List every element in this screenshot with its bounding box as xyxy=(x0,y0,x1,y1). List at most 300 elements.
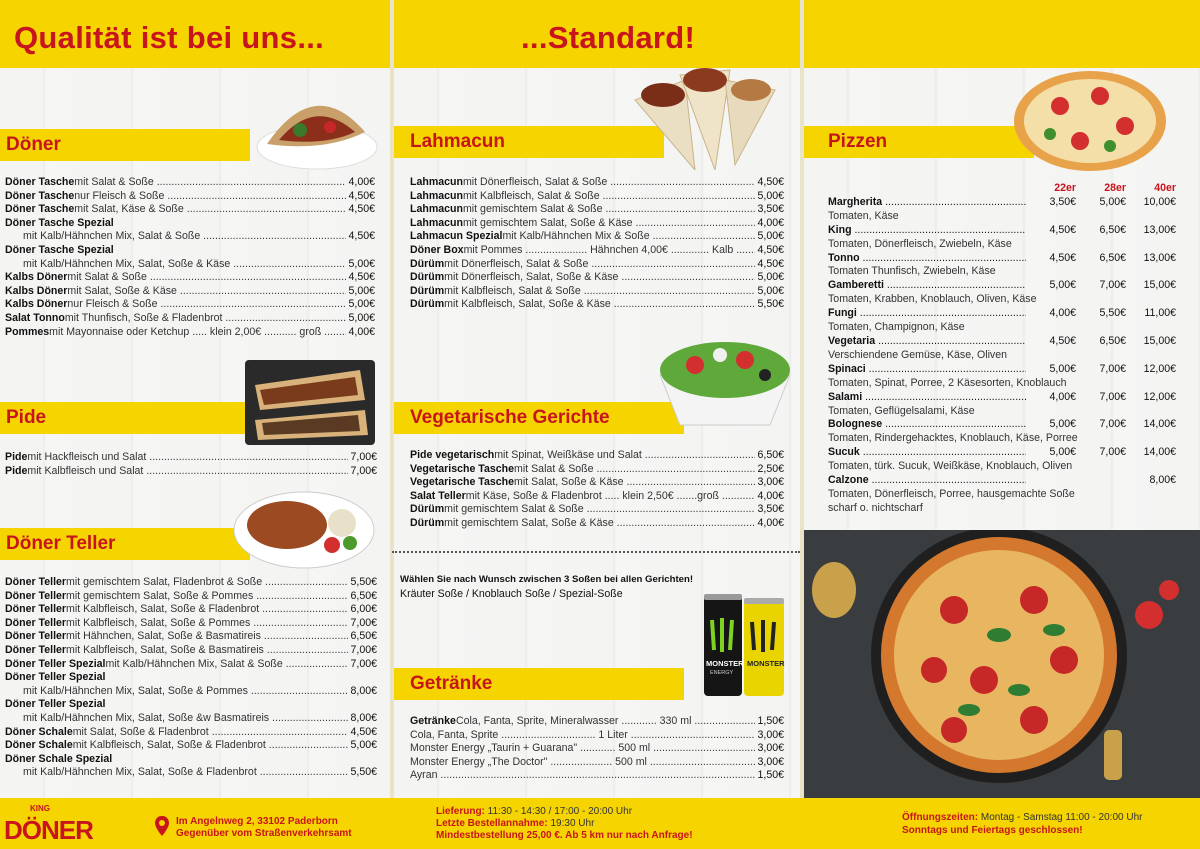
menu-item-price: 5,00€ xyxy=(348,298,375,311)
pizza-price: 4,50€ xyxy=(1049,334,1076,347)
menu-item-price: 5,00€ xyxy=(348,257,375,270)
pizza-item xyxy=(828,474,1176,488)
menu-item-price: 4,00€ xyxy=(348,176,375,188)
section-header-pide: Pide xyxy=(0,402,250,434)
menu-item xyxy=(5,726,377,740)
menu-item xyxy=(5,617,377,631)
pizza-price: 5,00€ xyxy=(1099,195,1126,208)
menu-item xyxy=(410,715,784,729)
menu-item-price: 3,50€ xyxy=(757,203,784,216)
menu-item-price: 6,50€ xyxy=(757,449,784,461)
pizza-price: 7,00€ xyxy=(1099,390,1126,403)
pizza-price: 4,00€ xyxy=(1049,307,1076,320)
menu-item-name: Pide xyxy=(5,464,28,477)
menu-item-desc: mit Salat & Soße ..... xyxy=(514,463,755,477)
menu-item-price xyxy=(373,217,375,231)
menu-item xyxy=(410,729,784,743)
menu-item xyxy=(410,176,784,190)
menu-item xyxy=(410,503,784,517)
pizza-item xyxy=(828,363,1176,377)
menu-item-price: 4,50€ xyxy=(350,725,377,738)
menu-item-name: Kalbs Döner xyxy=(5,284,68,297)
menu-item-desc: mit Kalbfleisch, Salat, Soße & Fladenbrot ..... xyxy=(66,603,348,617)
menu-item-desc: mit Hackfleisch und Salat ..... xyxy=(27,451,348,465)
menu-item-name: Dürüm xyxy=(410,503,445,516)
pide-list xyxy=(5,451,377,478)
menu-item-name: Lahmacun xyxy=(410,203,463,216)
pizza-item xyxy=(828,446,1176,460)
opening-times: Montag - Samstag 11:00 - 20:00 Uhr xyxy=(980,812,1143,823)
menu-item xyxy=(5,739,377,753)
menu-item xyxy=(5,658,377,672)
menu-item-price: 3,00€ xyxy=(757,755,784,768)
menu-item xyxy=(5,190,375,204)
menu-item xyxy=(5,603,377,617)
wraps-image xyxy=(625,60,785,170)
menu-item-desc: mit Kalbfleisch und Salat ..... xyxy=(27,465,348,479)
menu-item xyxy=(410,217,784,231)
menu-item-desc: mit Kalbfleisch, Salat, Soße & Pommes ..... xyxy=(66,617,348,631)
menu-item-desc: mit Hähnchen, Salat, Soße & Basmatireis ..... xyxy=(66,630,348,644)
pizza-price: 13,00€ xyxy=(1143,251,1176,264)
menu-item-name: Döner Tasche xyxy=(5,203,75,216)
menu-item-desc: mit gemischtem Salat, Soße & Pommes ..... xyxy=(66,590,348,604)
menu-item-price: 7,00€ xyxy=(350,616,377,629)
dotted-divider xyxy=(392,551,800,553)
menu-item-desc: Cola, Fanta, Sprite, Mineralwasser ............ 330 ml ..... xyxy=(456,715,756,729)
menu-item xyxy=(5,326,375,340)
pizza-item xyxy=(828,279,1176,293)
menu-item-price: 5,50€ xyxy=(757,298,784,311)
logo: DÖNER xyxy=(4,815,93,845)
menu-item-name: Döner Teller xyxy=(5,589,67,602)
pizza-price: 5,00€ xyxy=(1049,279,1076,292)
menu-item xyxy=(410,756,784,770)
menu-item-name: Pide vegetarisch xyxy=(410,449,495,461)
pizza-price: 4,50€ xyxy=(1049,223,1076,236)
menu-item-desc: mit Dönerfleisch, Salat & Soße ..... xyxy=(444,258,755,272)
menu-item-name: Vegetarische Tasche xyxy=(410,462,515,475)
menu-item-desc: mit gemischtem Salat, Fladenbrot & Soße ..... xyxy=(66,576,348,590)
menu-item-name: Döner Schale xyxy=(5,725,73,738)
menu-item-price: 7,00€ xyxy=(350,451,377,463)
menu-item xyxy=(410,271,784,285)
menu-item xyxy=(410,285,784,299)
menu-item-desc: mit Mayonnaise oder Ketchup ..... klein 2,00€ ........... groß ..... xyxy=(49,326,346,340)
pizza-price: 5,00€ xyxy=(1049,446,1076,459)
delivery-hours: 11:30 - 14:30 / 17:00 - 20:00 Uhr xyxy=(487,806,633,817)
menu-item-name: Döner Teller Spezial xyxy=(5,671,106,684)
menu-item-price: 8,00€ xyxy=(350,684,377,697)
menu-item-desc: mit Kalbfleisch, Salat, Soße & Basmatireis ..... xyxy=(66,644,348,658)
pizza-list xyxy=(828,182,1176,516)
can-sublabel: ENERGY xyxy=(710,670,734,676)
menu-item-price: 5,50€ xyxy=(350,766,377,779)
pizza-size-label: 28er xyxy=(1104,182,1126,194)
pizza-price xyxy=(1076,474,1126,488)
menu-item-price: 3,00€ xyxy=(757,742,784,755)
pizza-desc: Tomaten, Dönerfleisch, Zwiebeln, Käse xyxy=(828,237,1012,250)
menu-item-name: Dürüm xyxy=(410,257,445,270)
menu-item-name: Döner Teller xyxy=(5,630,67,643)
menu-item xyxy=(5,285,375,299)
pizza-desc: Tomaten, Krabben, Knoblauch, Oliven, Käse xyxy=(828,293,1037,306)
last-order-label: Letzte Bestellannahme: xyxy=(436,818,548,829)
menu-item-name: Döner Schale xyxy=(5,739,73,752)
menu-item-desc: mit Kalb/Hähnchen Mix, Salat, Soße & Käse ..... xyxy=(23,258,346,272)
menu-item-name: Döner Teller xyxy=(5,643,67,656)
menu-item-price: 4,50€ xyxy=(757,176,784,188)
menu-item-price: 7,00€ xyxy=(350,464,377,477)
menu-item-price: 4,00€ xyxy=(757,216,784,229)
menu-item-desc: mit Salat, Soße & Käse ..... xyxy=(67,285,346,299)
pizza-name: Fungi ..... xyxy=(828,307,1026,321)
menu-item-desc: mit Dönerfleisch, Salat, Soße & Käse ..... xyxy=(444,271,755,285)
opening-label: Öffnungszeiten: xyxy=(902,812,979,823)
pizza-price: 15,00€ xyxy=(1143,279,1176,292)
menu-item-price: 8,00€ xyxy=(350,711,377,724)
menu-item-desc: mit Salat & Soße ..... xyxy=(67,271,346,285)
menu-item-price: 4,00€ xyxy=(757,516,784,529)
pizza-name: King ..... xyxy=(828,224,1026,238)
pizza-name: Calzone ..... xyxy=(828,474,1026,488)
menu-item-price: 4,00€ xyxy=(348,325,375,338)
menu-item xyxy=(410,449,784,463)
pizza-price: 6,50€ xyxy=(1099,251,1126,264)
pizza-size-label: 22er xyxy=(1054,182,1076,194)
pizza-item xyxy=(828,224,1176,238)
menu-item-name: Pommes xyxy=(5,325,50,338)
menu-item-desc: mit gemischtem Salat, Soße & Käse ..... xyxy=(463,217,756,231)
menu-item-name: Döner Teller Spezial xyxy=(5,657,106,670)
section-header-doener: Döner xyxy=(0,129,250,161)
menu-item xyxy=(410,769,784,783)
pizza-price: 5,50€ xyxy=(1099,307,1126,320)
last-order-time: 19:30 Uhr xyxy=(550,818,595,829)
pizza-name: Tonno ..... xyxy=(828,252,1026,266)
menu-item xyxy=(5,576,377,590)
pizza-desc: scharf o. nichtscharf xyxy=(828,501,923,514)
pizza-price: 7,00€ xyxy=(1099,446,1126,459)
pizza-desc: Tomaten, Rindergehacktes, Knoblauch, Käse, Porree xyxy=(828,432,1078,445)
opening-hours xyxy=(902,812,1142,825)
menu-item-name: Lahmacun xyxy=(410,189,463,202)
menu-item-desc: nur Fleisch & Soße ..... xyxy=(74,190,346,204)
menu-item xyxy=(5,312,375,326)
pizza-price: 12,00€ xyxy=(1143,390,1176,403)
menu-item-desc: mit Kalb/Hähnchen Mix, Salat, Soße & Pommes ..... xyxy=(23,685,348,699)
menu-item-price: 5,00€ xyxy=(757,284,784,297)
menu-item xyxy=(410,244,784,258)
pizza-price: 7,00€ xyxy=(1099,279,1126,292)
menu-item-price: 3,00€ xyxy=(757,728,784,741)
doener-image xyxy=(255,72,380,172)
pizza-name: Sucuk ..... xyxy=(828,446,1026,460)
menu-item-name: Döner Teller xyxy=(5,616,67,629)
pizza-price: 11,00€ xyxy=(1144,307,1176,320)
menu-item-desc: mit Kalbfleisch, Salat & Soße ..... xyxy=(444,285,755,299)
pizza-item xyxy=(828,252,1176,266)
closed-note: Sonntags und Feiertags geschlossen! xyxy=(902,825,1083,836)
menu-item-price: 5,00€ xyxy=(348,311,375,324)
pizza-item xyxy=(828,196,1176,210)
menu-item-name: Döner Box xyxy=(410,243,464,256)
pizza-name: Spinaci ..... xyxy=(828,363,1026,377)
teller-list xyxy=(5,576,377,780)
menu-item-name: Salat Teller xyxy=(410,489,466,502)
pizza-name: Gamberetti ..... xyxy=(828,279,1026,293)
last-order-info xyxy=(436,818,594,831)
menu-item-price xyxy=(375,753,377,767)
teller-image xyxy=(232,485,377,570)
pizza-price: 15,00€ xyxy=(1143,334,1176,347)
salad-image xyxy=(650,330,800,435)
pizza-desc: Tomaten Thunfisch, Zwiebeln, Käse xyxy=(828,265,996,278)
doener-list xyxy=(5,176,375,339)
menu-item xyxy=(5,176,375,190)
menu-item xyxy=(5,671,377,685)
menu-item-desc: Monster Energy „Taurin + Guarana" ............ 500 ml ..... xyxy=(410,742,755,756)
menu-item-name: Döner Teller xyxy=(5,576,67,588)
menu-item-price: 5,50€ xyxy=(350,576,377,588)
menu-item xyxy=(410,298,784,312)
menu-item-price: 5,00€ xyxy=(350,739,377,752)
menu-item-desc: mit gemischtem Salat & Soße ..... xyxy=(444,503,755,517)
menu-item-desc: mit Spinat, Weißkäse und Salat ..... xyxy=(494,449,755,463)
menu-item-name: Döner Tasche Spezial xyxy=(5,216,114,229)
menu-item xyxy=(410,230,784,244)
menu-item-price: 5,00€ xyxy=(757,230,784,243)
menu-item-name: Döner Tasche Spezial xyxy=(5,243,114,256)
menu-item-desc: mit Kalbfleisch, Salat & Soße ..... xyxy=(463,190,756,204)
menu-item-desc: mit Kalbfleisch, Salat, Soße & Käse ..... xyxy=(444,298,755,312)
pizza-desc: Verschiendene Gemüse, Käse, Oliven xyxy=(828,348,1008,361)
menu-item-desc: Cola, Fanta, Sprite ................................ 1 Liter ..... xyxy=(410,729,755,743)
menu-item-price: 5,00€ xyxy=(757,271,784,284)
pizza-price: 3,50€ xyxy=(1049,195,1076,208)
pizza-price: 6,50€ xyxy=(1099,223,1126,236)
menu-item xyxy=(5,712,377,726)
menu-item xyxy=(5,258,375,272)
menu-item-desc: mit Kalb/Hähnchen Mix, Salat, Soße & Fladenbrot ..... xyxy=(23,766,348,780)
menu-item-price: 6,50€ xyxy=(350,630,377,643)
menu-item xyxy=(5,685,377,699)
menu-item-name: Lahmacun xyxy=(410,176,463,188)
menu-item-price xyxy=(375,698,377,712)
pizza-price: 5,00€ xyxy=(1049,418,1076,431)
menu-item-desc: Ayran ..... xyxy=(410,769,755,783)
pizza-name: Bolognese ..... xyxy=(828,418,1026,432)
pizza-price: 7,00€ xyxy=(1099,362,1126,375)
address-line-2: Gegenüber vom Straßenverkehrsamt xyxy=(176,828,352,839)
address-line-1: Im Angelnweg 2, 33102 Paderborn xyxy=(176,816,338,827)
menu-item-price: 7,00€ xyxy=(350,657,377,670)
menu-item-desc: mit Salat, Soße & Käse ..... xyxy=(514,476,755,490)
menu-item xyxy=(5,451,377,465)
menu-item-name: Pide xyxy=(5,451,28,463)
menu-item-price: 4,50€ xyxy=(348,271,375,284)
menu-item-price: 4,50€ xyxy=(348,203,375,216)
pizza-price: 8,00€ xyxy=(1149,474,1176,487)
menu-item xyxy=(410,742,784,756)
menu-item xyxy=(5,698,377,712)
section-header-lahmacun: Lahmacun xyxy=(394,126,664,158)
menu-item-desc: mit Salat, Soße & Fladenbrot ..... xyxy=(73,726,349,740)
menu-item xyxy=(5,630,377,644)
pizza-price: 10,00€ xyxy=(1143,195,1176,208)
pizza-desc: Tomaten, Spinat, Porree, 2 Käsesorten, Knoblauch xyxy=(828,376,1067,389)
sauce-options: Kräuter Soße / Knoblauch Soße / Spezial-Soße xyxy=(400,588,623,600)
pizza-photo xyxy=(804,530,1200,798)
menu-item xyxy=(5,298,375,312)
pizza-price: 7,00€ xyxy=(1099,418,1126,431)
headline-right: ...Standard! xyxy=(521,20,696,55)
menu-item xyxy=(410,476,784,490)
menu-item-desc: mit Thunfisch, Soße & Fladenbrot ..... xyxy=(65,312,347,326)
menu-item-desc: mit Salat, Käse & Soße ..... xyxy=(74,203,346,217)
menu-item-price xyxy=(373,244,375,258)
section-header-pizza: Pizzen xyxy=(804,126,1034,158)
menu-item-price: 5,00€ xyxy=(348,284,375,297)
lahmacun-list xyxy=(410,176,784,312)
pizza-desc: Tomaten, Champignon, Käse xyxy=(828,321,965,334)
menu-item-name: Döner Teller xyxy=(5,603,67,616)
pide-image xyxy=(240,355,380,450)
pizza-price: 4,00€ xyxy=(1049,390,1076,403)
menu-item-name: Salat Tonno xyxy=(5,311,65,324)
pizza-desc: Tomaten, türk. Sucuk, Weißkäse, Knoblauch, Oliven xyxy=(828,460,1073,473)
menu-item xyxy=(410,258,784,272)
menu-item-price: 2,50€ xyxy=(757,462,784,475)
menu-item-price: 4,50€ xyxy=(757,257,784,270)
menu-item-name: Lahmacun xyxy=(410,216,463,229)
menu-item-price: 3,50€ xyxy=(757,503,784,516)
menu-item-price: 4,00€ xyxy=(757,489,784,502)
menu-item-desc: mit Kalbfleisch, Salat, Soße & Fladenbrot ..... xyxy=(73,739,349,753)
menu-item-price: 4,50€ xyxy=(348,230,375,243)
menu-item-name: Kalbs Döner xyxy=(5,298,68,311)
menu-item-price: 7,00€ xyxy=(350,643,377,656)
sauce-note: Wählen Sie nach Wunsch zwischen 3 Soßen bei allen Gerichten! xyxy=(400,574,694,585)
pizza-price: 14,00€ xyxy=(1143,418,1176,431)
menu-item xyxy=(5,217,375,231)
pizza-item xyxy=(828,391,1176,405)
pizza-name: Margherita ..... xyxy=(828,196,1026,210)
menu-item-price: 6,50€ xyxy=(350,589,377,602)
menu-item-name: Döner Tasche xyxy=(5,189,75,202)
menu-item-desc: mit Kalb/Hähnchen Mix, Salat, Soße &w Basmatireis ..... xyxy=(23,712,348,726)
pizza-item xyxy=(828,418,1176,432)
monster-cans-image xyxy=(700,590,788,700)
pizza-price: 4,50€ xyxy=(1049,251,1076,264)
menu-item-desc: mit Pommes ..................... Hähnchen 4,00€ ............. Kalb ..... xyxy=(464,244,756,258)
pizza-item xyxy=(828,335,1176,349)
section-header-teller: Döner Teller xyxy=(0,528,250,560)
menu-item-desc: mit Salat & Soße ..... xyxy=(74,176,346,190)
menu-item-name: Getränke xyxy=(410,715,456,727)
pizza-price xyxy=(1026,474,1076,488)
pizza-price: 6,50€ xyxy=(1099,334,1126,347)
pizza-size-header xyxy=(828,182,1176,196)
menu-item-desc: mit gemischtem Salat & Soße ..... xyxy=(463,203,756,217)
pizza-image xyxy=(1010,66,1170,176)
menu-item-name: Döner Schale Spezial xyxy=(5,752,113,765)
min-order-info: Mindestbestellung 25,00 €. Ab 5 km nur nach Anfrage! xyxy=(436,830,693,841)
menu-item-price: 6,00€ xyxy=(350,603,377,616)
pizza-desc: Tomaten, Dönerfleisch, Porree, hausgemachte Soße xyxy=(828,487,1075,500)
menu-item xyxy=(5,590,377,604)
menu-item-price: 4,50€ xyxy=(757,243,784,256)
section-header-veg: Vegetarische Gerichte xyxy=(394,402,684,434)
menu-item-price: 4,50€ xyxy=(348,189,375,202)
menu-item-desc: nur Fleisch & Soße ..... xyxy=(67,298,346,312)
menu-item-desc: Monster Energy „The Doctor" ..................... 500 ml ..... xyxy=(410,756,755,770)
location-pin-icon xyxy=(154,815,170,837)
menu-item xyxy=(5,244,375,258)
menu-item-price xyxy=(375,671,377,685)
pizza-desc: Tomaten, Geflügelsalami, Käse xyxy=(828,404,975,417)
pizza-name: Vegetaria ..... xyxy=(828,335,1026,349)
menu-item-price: 3,00€ xyxy=(757,476,784,489)
menu-item xyxy=(410,517,784,531)
pizza-price: 5,00€ xyxy=(1049,362,1076,375)
pizza-size-label: 40er xyxy=(1154,182,1176,194)
pizza-item xyxy=(828,307,1176,321)
menu-item xyxy=(5,766,377,780)
menu-item xyxy=(5,203,375,217)
menu-item xyxy=(410,490,784,504)
veg-list xyxy=(410,449,784,531)
menu-item-name: Lahmacun Spezial xyxy=(410,230,503,243)
menu-item xyxy=(5,644,377,658)
drinks-list xyxy=(410,715,784,783)
delivery-label: Lieferung: xyxy=(436,806,485,817)
menu-item xyxy=(410,203,784,217)
menu-item xyxy=(410,190,784,204)
menu-item-desc: mit gemischtem Salat, Soße & Käse ..... xyxy=(444,517,755,531)
menu-item-desc: mit Kalb/Hähnchen Mix & Soße ..... xyxy=(502,230,755,244)
menu-item xyxy=(410,463,784,477)
menu-item-name: Döner Teller Spezial xyxy=(5,698,106,711)
pizza-price: 13,00€ xyxy=(1143,223,1176,236)
menu-item xyxy=(5,271,375,285)
menu-item-name: Dürüm xyxy=(410,516,445,529)
pizza-name: Salami ..... xyxy=(828,391,1026,405)
menu-item-name: Döner Tasche xyxy=(5,176,75,188)
menu-item xyxy=(5,465,377,479)
menu-item xyxy=(5,230,375,244)
pizza-desc: Tomaten, Käse xyxy=(828,209,899,222)
menu-item-desc: mit Kalb/Hähnchen Mix, Salat & Soße ..... xyxy=(23,230,346,244)
pizza-price: 12,00€ xyxy=(1143,362,1176,375)
menu-item-price: 1,50€ xyxy=(757,715,784,727)
menu-item-price: 5,00€ xyxy=(757,189,784,202)
menu-item-name: Vegetarische Tasche xyxy=(410,476,515,489)
menu-item-desc: mit Käse, Soße & Fladenbrot ..... klein 2,50€ .......groß ..... xyxy=(466,490,756,504)
menu-item-name: Dürüm xyxy=(410,284,445,297)
headline-left: Qualität ist bei uns... xyxy=(14,20,325,55)
can-label: MONSTER xyxy=(706,659,744,668)
pizza-price: 14,00€ xyxy=(1143,446,1176,459)
menu-item-desc: mit Kalb/Hähnchen Mix, Salat & Soße ..... xyxy=(105,658,348,672)
can-label: MONSTER xyxy=(747,659,785,668)
menu-item-desc: mit Dönerfleisch, Salat & Soße ..... xyxy=(463,176,756,190)
delivery-info xyxy=(436,806,632,819)
menu-item-name: Dürüm xyxy=(410,271,445,284)
menu-item-name: Kalbs Döner xyxy=(5,271,68,284)
menu-item-name: Dürüm xyxy=(410,298,445,311)
menu-item-price: 1,50€ xyxy=(757,769,784,782)
